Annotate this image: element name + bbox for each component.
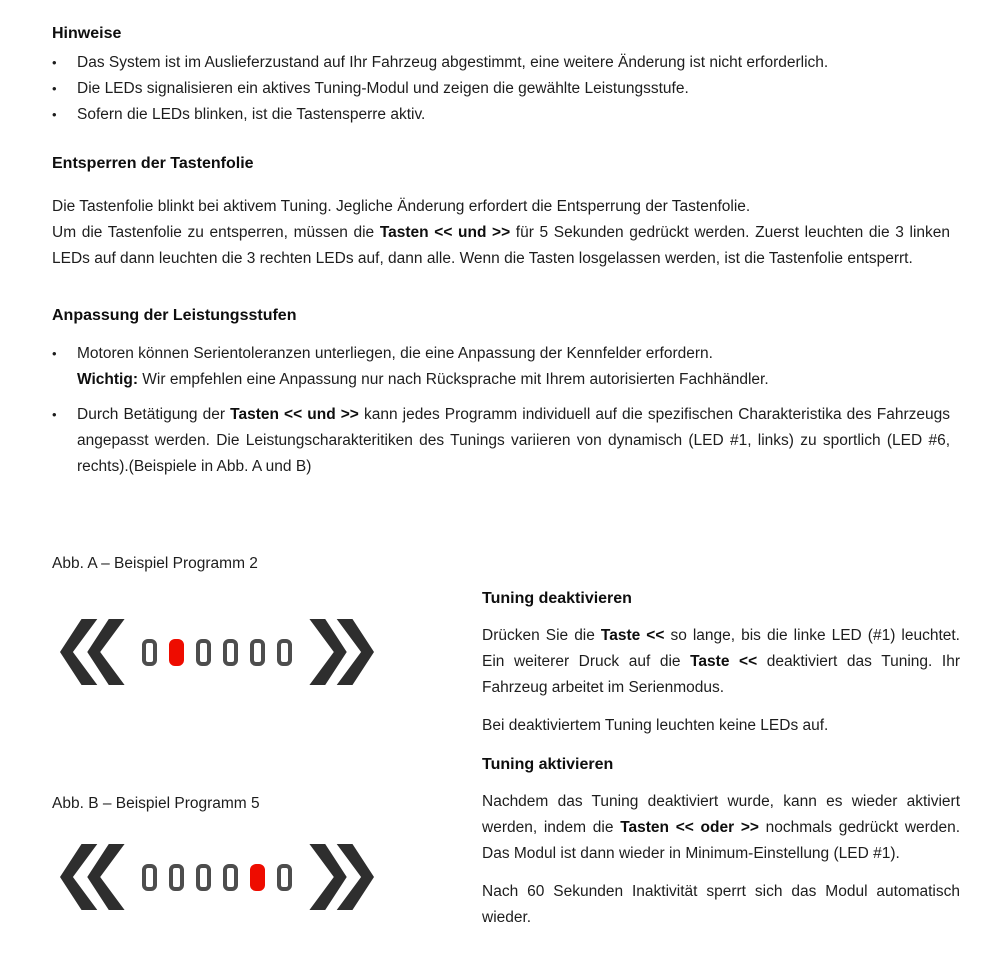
figures-and-instructions-area [0,540,1000,975]
led-3 [196,864,211,891]
figure-a-led-panel [60,618,374,686]
text-run: Um die Tastenfolie zu entsperren, müssen die [52,224,380,241]
text-run: für 5 Sekunden gedrückt werden. Zuerst leuchten die 3 linken LEDs auf dann leuchten die 3 rechten LEDs auf, dann alle. Wenn die Tasten losgelassen werden, ist die Tastenfolie entsperrt. [52,224,950,267]
bullet-text [77,402,950,480]
text-run: Drücken Sie die [482,627,601,644]
paragraph [482,623,960,701]
led-6 [277,639,292,666]
led-1 [142,864,157,891]
figure-b-caption: Abb. B – Beispiel Programm 5 [52,795,260,812]
led-4 [223,639,238,666]
text-run: deaktiviert das Tuning. Ihr Fahrzeug arbeitet im Serienmodus. [482,653,960,696]
text-run-bold: Tasten << oder >> [620,819,759,836]
text-run: Durch Betätigung der [77,406,231,423]
list-item [52,50,950,76]
section-title-entsperren: Entsperren der Tastenfolie [52,155,254,172]
paragraph: Bei deaktiviertem Tuning leuchten keine LEDs auf. [482,717,829,734]
bullet-icon: • [52,107,57,122]
paragraph: Nach 60 Sekunden Inaktivität sperrt sich das Modul automatisch wieder. [482,883,960,926]
bullet-text: Die LEDs signalisieren ein aktives Tuning-Modul und zeigen die gewählte Leistungsstufe. [77,80,689,97]
led-5-active [250,864,265,891]
bullet-text: Das System ist im Auslieferzustand auf Ihr Fahrzeug abgestimmt, eine weitere Änderung ist nicht erforderlich. [77,54,829,71]
list-item [52,402,950,480]
section-title-tuning-aktivieren: Tuning aktivieren [482,756,614,773]
led-2-active [169,639,184,666]
led-5 [250,639,265,666]
text-run-bold: Taste << [600,627,665,644]
list-item [52,341,950,393]
text-run: so lange, bis die linke LED (#1) leuchtet. Ein weiterer Druck auf die [482,627,960,670]
list-item [52,76,950,102]
figure-a-caption: Abb. A – Beispiel Programm 2 [52,555,258,572]
hinweise-bullet-list [52,50,950,128]
paragraph: Die Tastenfolie blinkt bei aktivem Tuning. Jegliche Änderung erfordert die Entsperrung der Tastenfolie. [52,198,751,215]
led-3 [196,639,211,666]
led-row [142,639,292,666]
section-title-tuning-deaktivieren: Tuning deaktivieren [482,590,632,607]
instructions-column [482,586,960,931]
double-chevron-left-icon [60,619,126,685]
text-run-bold: Taste << [690,653,758,670]
bullet-icon: • [52,81,57,96]
text-run: Wir empfehlen eine Anpassung nur nach Rücksprache mit Ihrem autorisierten Fachhändler. [138,371,769,388]
led-1 [142,639,157,666]
figure-b-led-panel [60,843,374,911]
bullet-icon: • [52,55,57,70]
bullet-icon: • [52,407,57,422]
paragraph [52,220,950,272]
text-run-bold: Wichtig: [77,371,138,388]
bullet-icon: • [52,346,57,361]
double-chevron-right-icon [308,619,374,685]
led-row [142,864,292,891]
section-title-anpassung: Anpassung der Leistungsstufen [52,307,297,324]
text-run: kann jedes Programm individuell auf die spezifischen Charakteristika des Fahrzeugs angepasst werden. Die Leistungscharakteritiken des Tunings variieren von dynamisch (LED #1, links) zu sportlich (LED #6, rechts).(Beispiele in Abb. A und B) [77,406,950,475]
text-run-bold: Tasten << und >> [379,224,511,241]
list-item [52,102,950,128]
double-chevron-right-icon [308,844,374,910]
text-run: Nachdem das Tuning deaktiviert wurde, kann es wieder aktiviert werden, indem die [482,793,960,836]
text-run-bold: Tasten << und >> [230,406,359,423]
text-run: nochmals gedrückt werden. Das Modul ist dann wieder in Minimum-Einstellung (LED #1). [482,819,960,862]
led-6 [277,864,292,891]
bullet-text [77,341,950,393]
led-4 [223,864,238,891]
text-run: Motoren können Serientoleranzen unterliegen, die eine Anpassung der Kennfelder erfordern. [77,345,713,362]
section-title-hinweise: Hinweise [52,25,122,42]
entsperren-paragraph [52,194,950,272]
anpassung-bullet-list [52,341,950,480]
manual-page [0,0,1000,480]
bullet-text: Sofern die LEDs blinken, ist die Tastensperre aktiv. [77,106,426,123]
double-chevron-left-icon [60,844,126,910]
led-2 [169,864,184,891]
paragraph [482,789,960,867]
